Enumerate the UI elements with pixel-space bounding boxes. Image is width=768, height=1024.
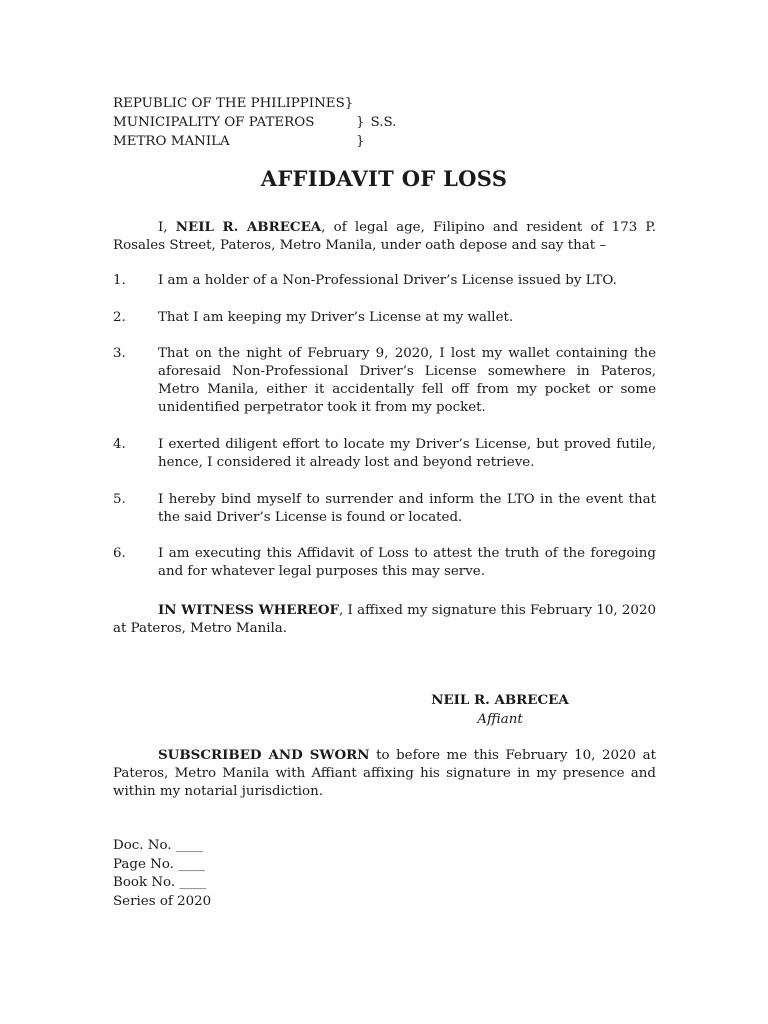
item-text: I am executing this Affidavit of Loss to attest the truth of the foregoing and for whatever legal purposes this may serve. <box>158 546 656 579</box>
witness-text: , I affixed my signature this February 10, 2020 at Pateros, Metro Manila. <box>113 603 656 636</box>
jurat-lead: SUBSCRIBED AND SWORN <box>158 747 370 763</box>
item-number: 4. <box>113 437 126 452</box>
item-number: 2. <box>113 310 126 325</box>
venue-line-2: MUNICIPALITY OF PATEROS <box>113 115 315 130</box>
venue-ss: S.S. <box>370 115 397 130</box>
jurat-text: to before me this February 10, 2020 at Pateros, Metro Manila with Affiant affixing his signature in my presence and within my notarial jurisdiction. <box>113 748 656 799</box>
book-number: Book No. ____ <box>113 875 207 890</box>
item-text: That I am keeping my Driver’s License at my wallet. <box>158 310 514 325</box>
venue-brace-1: } <box>344 96 354 111</box>
page-number: Page No. ____ <box>113 856 205 872</box>
document-title: AFFIDAVIT OF LOSS <box>260 166 508 191</box>
witness-paragraph <box>113 601 656 638</box>
doc-number: Doc. No. ____ <box>113 838 203 853</box>
venue-line-1: REPUBLIC OF THE PHILIPPINES <box>113 96 345 111</box>
intro-text: , of legal age, Filipino and resident of 173 P. Rosales Street, Pateros, Metro Manila, under oath depose and say that – <box>113 220 656 253</box>
item-number: 5. <box>113 492 126 507</box>
item-text: I exerted diligent effort to locate my Driver’s License, but proved futile, hence, I considered it already lost and beyond retrieve. <box>158 437 656 470</box>
item-number: 6. <box>113 546 126 561</box>
signature-name: NEIL R. ABRECEA <box>431 692 569 708</box>
affiant-name: NEIL R. ABRECEA <box>175 219 322 235</box>
venue-brace-3: } <box>356 134 365 149</box>
venue-block <box>113 94 396 151</box>
intro-lead: I, <box>158 220 176 235</box>
notary-block <box>113 837 211 911</box>
signature-block <box>420 691 580 729</box>
signature-role: Affiant <box>477 712 523 727</box>
item-text: That on the night of February 9, 2020, I lost my wallet containing the aforesaid Non-Professional Driver’s License somewhere in Pateros, Metro Manila, either it accidentally fell off from my pocket or some unidentified perpetrator took it from my pocket. <box>158 346 656 415</box>
venue-line-3: METRO MANILA <box>113 134 230 149</box>
item-number: 3. <box>113 346 126 361</box>
item-text: I am a holder of a Non-Professional Driver’s License issued by LTO. <box>158 273 617 288</box>
venue-brace-2: } <box>356 115 365 130</box>
item-number: 1. <box>113 273 126 288</box>
item-text: I hereby bind myself to surrender and inform the LTO in the event that the said Driver’s License is found or located. <box>158 492 656 525</box>
series-year: Series of 2020 <box>113 893 212 909</box>
intro-paragraph <box>113 218 656 255</box>
jurat-paragraph <box>113 746 656 801</box>
witness-lead: IN WITNESS WHEREOF <box>158 602 340 618</box>
